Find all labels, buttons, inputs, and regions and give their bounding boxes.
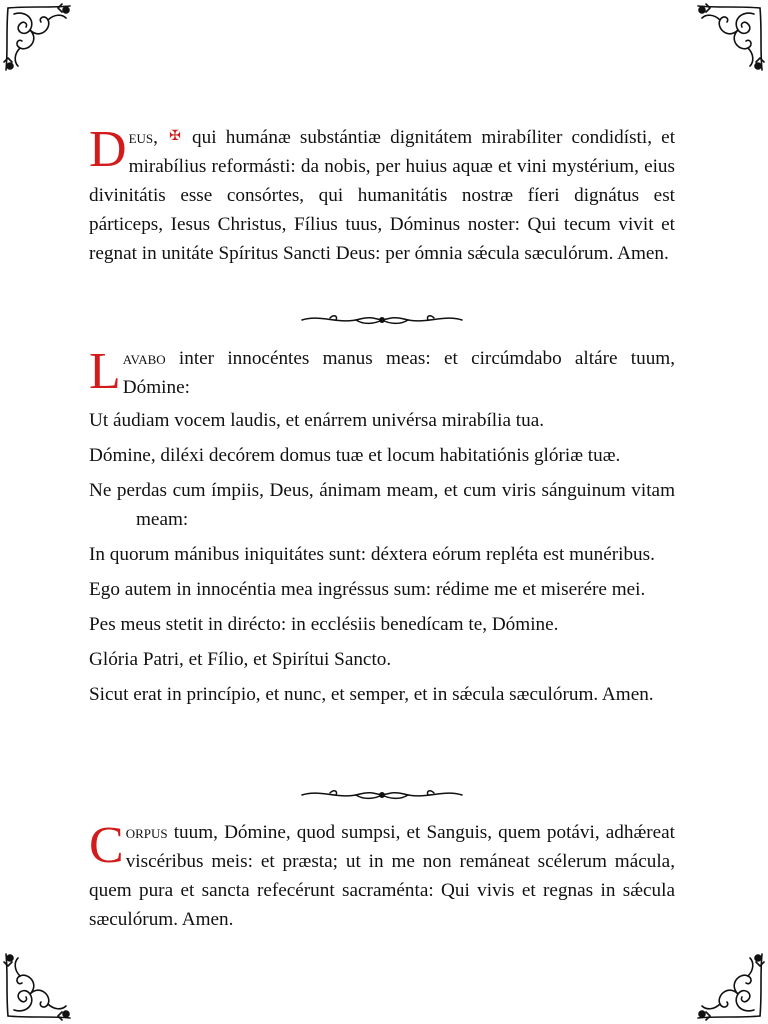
corpus-prayer [89,818,675,934]
psalm-verse: Sicut erat in princípio, et nunc, et semper, et in sǽcula sæculórum. Amen. [89,684,654,705]
cross-icon: ✠ [169,129,181,144]
psalm-verse: Ego autem in innocéntia mea ingréssus sum: rédime me et miserére mei. [89,579,646,600]
drop-cap-d: D [89,121,127,178]
psalm-verse: Pes meus stetit in dirécto: in ecclésiis benedícam te, Dómine. [89,614,559,635]
scroll-flourish-icon [0,946,78,1024]
psalm-verse: Ne perdas cum ímpiis, Deus, ánimam meam, et cum viris sánguinum vitam meam: [89,480,675,530]
deus-prayer [89,122,675,268]
deus-paragraph [89,122,675,268]
lavabo-first-verse [89,344,675,402]
verse-text: inter innocéntes manus meas: et circúmdabo altáre tuum, Dómine: [122,348,676,398]
psalm-verse: Glória Patri, et Fílio, et Spirítui Sancto. [89,649,392,670]
prayer-text: qui humánæ substántiæ dignitátem mirabíliter condidísti, et mirabílius reformásti: da nobis, per huius aquæ et vini mystérium, eius divinitátis esse consórtes, qui humanitátis nostræ fíeri dignátus est párticeps, Iesus Christus, Fílius tuus, Dóminus noster: Qui tecum vivit et regnat in unitáte Spíritus Sancti Deus: per ómnia sǽcula sæculórum. Amen. [89,127,676,264]
scroll-divider-icon [300,786,464,804]
lead-word: avabo [122,348,166,369]
drop-cap-l: L [89,343,121,400]
lead-word: orpus [125,822,168,843]
psalm-verse: Dómine, diléxi decórem domus tuæ et locum habitatiónis glóriæ tuæ. [89,445,621,466]
scroll-flourish-icon [690,0,768,78]
psalm-verse: In quorum mánibus iniquitátes sunt: déxtera eórum repléta est munéribus. [89,544,655,565]
psalm-verse: Ut áudiam vocem laudis, et enárrem univérsa mirabília tua. [89,410,545,431]
lead-word: eus, [128,127,158,148]
drop-cap-c: C [89,817,124,874]
scroll-flourish-icon [0,0,78,78]
scroll-divider-icon [300,311,464,329]
corpus-paragraph [89,818,675,934]
scroll-flourish-icon [690,946,768,1024]
prayer-text: tuum, Dómine, quod sumpsi, et Sanguis, quem potávi, adhǽreat viscéribus meis: et præsta; ut in me non remáneat scélerum mácula, quem pura et sancta refecérunt sacraménta: Qui vivis et regnas in sǽcula sæculórum. Amen. [89,822,676,930]
lavabo-psalm [89,344,675,715]
